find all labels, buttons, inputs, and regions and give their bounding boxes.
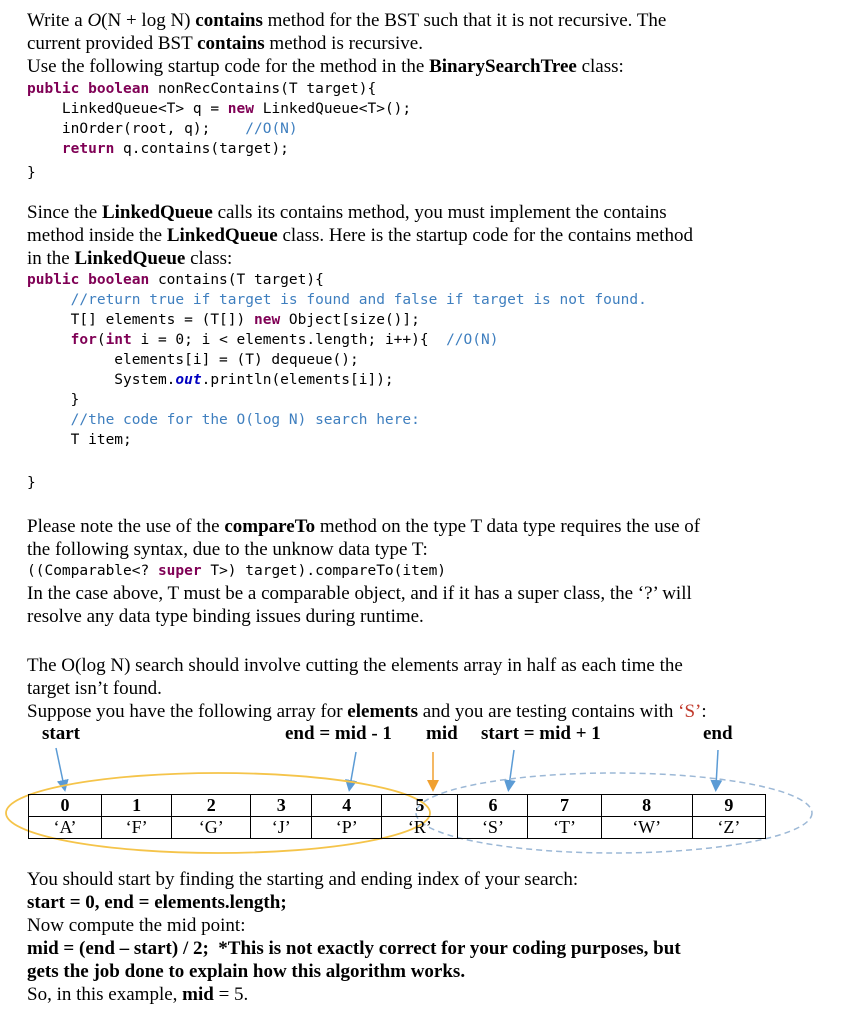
p5-line-4: mid = (end – start) / 2; *This is not exactly correct for your coding purposes, but (27, 938, 681, 959)
code1-line-1: public boolean nonRecContains(T target){ (27, 81, 377, 97)
array-value: ‘G’ (172, 817, 251, 839)
array-value: ‘W’ (601, 817, 692, 839)
array-index: 6 (458, 795, 528, 817)
p2-line-2: method inside the LinkedQueue class. Here is the startup code for the contains method (27, 225, 693, 246)
label-start: start (42, 723, 80, 744)
code1-line-4: return q.contains(target); (27, 141, 289, 157)
array-value: ‘Z’ (692, 817, 765, 839)
p4-line-2: target isn’t found. (27, 678, 162, 699)
array-index: 8 (601, 795, 692, 817)
label-end: end (703, 723, 733, 744)
code2-line-8: //the code for the O(log N) search here: (27, 412, 420, 428)
code2-line-2: //return true if target is found and false if target is not found. (27, 292, 647, 308)
array-value: ‘R’ (382, 817, 458, 839)
arrow-start (56, 748, 64, 786)
array-value: ‘A’ (29, 817, 102, 839)
array-value: ‘S’ (458, 817, 528, 839)
p3-line-2: the following syntax, due to the unknow data type T: (27, 539, 428, 560)
intro-line-1: Write a O(N + log N) contains method for the BST such that it is not recursive. The (27, 10, 667, 31)
p3-line-3: In the case above, T must be a comparable object, and if it has a super class, the ‘?’ will (27, 583, 692, 604)
arrow-end (716, 750, 718, 786)
p4-line-1: The O(log N) search should involve cutting the elements array in half as each time the (27, 655, 683, 676)
p5-line-6: So, in this example, mid = 5. (27, 984, 249, 1005)
intro-line-2: current provided BST contains method is recursive. (27, 33, 423, 54)
p2-line-3: in the LinkedQueue class: (27, 248, 233, 269)
p3-line-4: resolve any data type binding issues during runtime. (27, 606, 424, 627)
code2-line-4: for(int i = 0; i < elements.length; i++){ //O(N) (27, 332, 499, 348)
p5-line-3: Now compute the mid point: (27, 915, 246, 936)
array-index: 4 (312, 795, 382, 817)
code2-line-9: T item; (27, 432, 132, 448)
array-value: ‘P’ (312, 817, 382, 839)
arrow-start-mid-plus-1 (509, 750, 514, 786)
array-index: 0 (29, 795, 102, 817)
array-index: 5 (382, 795, 458, 817)
array-index: 1 (102, 795, 172, 817)
code2-line-7: } (27, 392, 80, 408)
code1-line-5: } (27, 165, 36, 181)
label-end-mid-minus-1: end = mid - 1 (285, 723, 392, 744)
array-value: ‘J’ (251, 817, 312, 839)
array-index-row (29, 795, 766, 817)
label-start-mid-plus-1: start = mid + 1 (481, 723, 601, 744)
intro-line-3: Use the following startup code for the method in the BinarySearchTree class: (27, 56, 624, 77)
code2-line-6: System.out.println(elements[i]); (27, 372, 394, 388)
code2-line-3: T[] elements = (T[]) new Object[size()]; (27, 312, 420, 328)
code2-line-10: } (27, 475, 36, 491)
p5-line-1: You should start by finding the starting and ending index of your search: (27, 869, 579, 890)
code1-line-3: inOrder(root, q); //O(N) (27, 121, 298, 137)
label-mid: mid (426, 723, 458, 744)
array-index: 3 (251, 795, 312, 817)
p2-line-1: Since the LinkedQueue calls its contains method, you must implement the contains (27, 202, 667, 223)
array-value-row (29, 817, 766, 839)
array-value: ‘F’ (102, 817, 172, 839)
code2-line-5: elements[i] = (T) dequeue(); (27, 352, 359, 368)
elements-array (28, 794, 766, 839)
array-index: 7 (528, 795, 601, 817)
code2-line-1: public boolean contains(T target){ (27, 272, 324, 288)
array-index: 9 (692, 795, 765, 817)
p3-code: ((Comparable<? super T>) target).compareTo(item) (27, 563, 447, 579)
code1-line-2: LinkedQueue<T> q = new LinkedQueue<T>(); (27, 101, 412, 117)
array-index: 2 (172, 795, 251, 817)
p5-line-5: gets the job done to explain how this algorithm works. (27, 961, 466, 982)
p4-line-3: Suppose you have the following array for elements and you are testing contains with ‘S’: (27, 701, 707, 722)
array-value: ‘T’ (528, 817, 601, 839)
p3-line-1: Please note the use of the compareTo method on the type T data type requires the use of (27, 516, 701, 537)
p5-line-2: start = 0, end = elements.length; (27, 892, 287, 913)
